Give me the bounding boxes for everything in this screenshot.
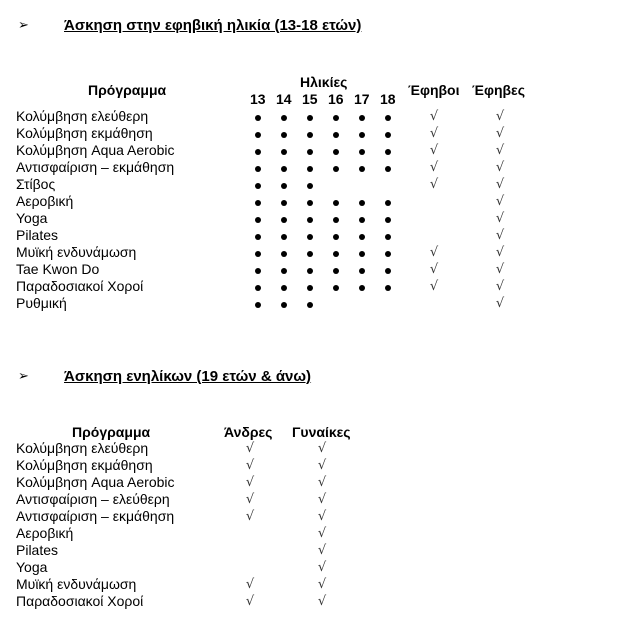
program-name: Κολύμβηση ελεύθερη (16, 440, 149, 456)
girls-check-icon: √ (495, 177, 505, 192)
men-check-icon: √ (245, 492, 255, 507)
age-14-dot (274, 142, 294, 159)
dot-icon (333, 132, 339, 138)
dot-icon (385, 234, 391, 240)
dot-icon (385, 149, 391, 155)
dot-icon (281, 166, 287, 172)
age-15-dot (300, 244, 320, 261)
dot-icon (281, 268, 287, 274)
age-18-dot (378, 108, 398, 125)
age-header-18: 18 (380, 91, 396, 107)
age-17-dot (352, 108, 372, 125)
age-18-dot (378, 159, 398, 176)
dot-icon (333, 200, 339, 206)
age-14-dot (274, 227, 294, 244)
women-check-icon: √ (317, 577, 327, 592)
boys-check-icon: √ (429, 160, 439, 175)
program-name: Tae Kwon Do (16, 261, 100, 277)
program-name: Παραδοσιακοί Χοροί (16, 278, 144, 294)
dot-icon (307, 234, 313, 240)
men-header: Άνδρες (224, 424, 273, 440)
dot-icon (385, 115, 391, 121)
men-check-icon: √ (245, 475, 255, 490)
age-13-dot (248, 278, 268, 295)
age-15-dot (300, 278, 320, 295)
age-15-dot (300, 261, 320, 278)
age-14-dot (274, 210, 294, 227)
girls-check-icon: √ (495, 262, 505, 277)
age-13-dot (248, 210, 268, 227)
dot-icon (281, 285, 287, 291)
age-16-dot (326, 159, 346, 176)
women-check-icon: √ (317, 594, 327, 609)
dot-icon (359, 234, 365, 240)
dot-icon (359, 149, 365, 155)
girls-check-icon: √ (495, 228, 505, 243)
girls-check-icon: √ (495, 194, 505, 209)
program-name: Pilates (16, 227, 59, 243)
boys-header: Έφηβοι (408, 82, 460, 98)
age-16-dot (326, 193, 346, 210)
age-14-dot (274, 244, 294, 261)
age-16-dot (326, 278, 346, 295)
dot-icon (307, 268, 313, 274)
age-15-dot (300, 108, 320, 125)
age-14-dot (274, 261, 294, 278)
men-check-icon: √ (245, 577, 255, 592)
dot-icon (281, 149, 287, 155)
dot-icon (333, 166, 339, 172)
age-13-dot (248, 142, 268, 159)
age-16-dot (326, 227, 346, 244)
arrow-bullet-icon: ➢ (18, 17, 29, 32)
women-check-icon: √ (317, 492, 327, 507)
women-check-icon: √ (317, 441, 327, 456)
age-15-dot (300, 176, 320, 193)
program-name: Ρυθμική (16, 295, 67, 311)
dot-icon (307, 251, 313, 257)
dot-icon (281, 302, 287, 308)
women-check-icon: √ (317, 543, 327, 558)
teen-program-header: Πρόγραμμα (88, 82, 167, 98)
ages-header: Ηλικίες (300, 74, 348, 90)
dot-icon (359, 132, 365, 138)
age-header-17: 17 (354, 91, 370, 107)
dot-icon (255, 132, 261, 138)
dot-icon (307, 285, 313, 291)
age-16-dot (326, 261, 346, 278)
women-check-icon: √ (317, 458, 327, 473)
dot-icon (307, 132, 313, 138)
dot-icon (385, 268, 391, 274)
program-name: Κολύμβηση εκμάθηση (16, 125, 153, 141)
program-name: Αεροβική (16, 525, 74, 541)
boys-check-icon: √ (429, 245, 439, 260)
dot-icon (385, 285, 391, 291)
age-17-dot (352, 227, 372, 244)
age-17-dot (352, 210, 372, 227)
age-header-15: 15 (302, 91, 318, 107)
age-14-dot (274, 159, 294, 176)
age-13-dot (248, 159, 268, 176)
dot-icon (385, 166, 391, 172)
section-teen-title: Άσκηση στην εφηβική ηλικία (13-18 ετών) (64, 17, 362, 34)
age-16-dot (326, 125, 346, 142)
dot-icon (385, 217, 391, 223)
program-name: Αεροβική (16, 193, 74, 209)
dot-icon (307, 200, 313, 206)
program-name: Μυϊκή ενδυνάμωση (16, 244, 137, 260)
dot-icon (359, 166, 365, 172)
age-13-dot (248, 193, 268, 210)
age-13-dot (248, 176, 268, 193)
dot-icon (333, 149, 339, 155)
age-13-dot (248, 244, 268, 261)
age-13-dot (248, 261, 268, 278)
age-16-dot (326, 244, 346, 261)
dot-icon (255, 183, 261, 189)
dot-icon (307, 166, 313, 172)
dot-icon (359, 217, 365, 223)
dot-icon (307, 217, 313, 223)
age-16-dot (326, 108, 346, 125)
program-name: Αντισφαίριση – ελεύθερη (16, 491, 170, 507)
men-check-icon: √ (245, 594, 255, 609)
girls-check-icon: √ (495, 245, 505, 260)
age-13-dot (248, 108, 268, 125)
dot-icon (255, 217, 261, 223)
girls-check-icon: √ (495, 109, 505, 124)
dot-icon (385, 251, 391, 257)
program-name: Yoga (16, 559, 48, 575)
program-name: Μυϊκή ενδυνάμωση (16, 576, 137, 592)
age-header-14: 14 (276, 91, 292, 107)
girls-check-icon: √ (495, 296, 505, 311)
age-15-dot (300, 159, 320, 176)
age-14-dot (274, 295, 294, 312)
section-adult-title: Άσκηση ενηλίκων (19 ετών & άνω) (64, 368, 312, 385)
dot-icon (333, 217, 339, 223)
women-header: Γυναίκες (292, 424, 351, 440)
women-check-icon: √ (317, 475, 327, 490)
men-check-icon: √ (245, 441, 255, 456)
age-15-dot (300, 227, 320, 244)
age-16-dot (326, 210, 346, 227)
age-13-dot (248, 125, 268, 142)
age-15-dot (300, 193, 320, 210)
dot-icon (385, 200, 391, 206)
program-name: Κολύμβηση Aqua Aerobic (16, 142, 175, 158)
dot-icon (255, 200, 261, 206)
dot-icon (307, 183, 313, 189)
girls-header: Έφηβες (472, 82, 525, 98)
age-17-dot (352, 244, 372, 261)
dot-icon (333, 234, 339, 240)
girls-check-icon: √ (495, 279, 505, 294)
dot-icon (255, 268, 261, 274)
women-check-icon: √ (317, 526, 327, 541)
boys-check-icon: √ (429, 177, 439, 192)
program-name: Στίβος (16, 176, 56, 192)
girls-check-icon: √ (495, 143, 505, 158)
dot-icon (255, 285, 261, 291)
program-name: Κολύμβηση Aqua Aerobic (16, 474, 175, 490)
adult-program-header: Πρόγραμμα (72, 424, 151, 440)
dot-icon (359, 251, 365, 257)
girls-check-icon: √ (495, 126, 505, 141)
age-14-dot (274, 278, 294, 295)
age-17-dot (352, 159, 372, 176)
dot-icon (333, 268, 339, 274)
dot-icon (359, 285, 365, 291)
age-14-dot (274, 108, 294, 125)
age-18-dot (378, 142, 398, 159)
dot-icon (307, 302, 313, 308)
dot-icon (333, 115, 339, 121)
dot-icon (281, 234, 287, 240)
dot-icon (359, 200, 365, 206)
age-15-dot (300, 295, 320, 312)
dot-icon (281, 200, 287, 206)
age-14-dot (274, 125, 294, 142)
age-17-dot (352, 125, 372, 142)
dot-icon (255, 115, 261, 121)
dot-icon (385, 132, 391, 138)
dot-icon (255, 166, 261, 172)
age-header-13: 13 (250, 91, 266, 107)
age-16-dot (326, 142, 346, 159)
age-18-dot (378, 210, 398, 227)
age-15-dot (300, 210, 320, 227)
dot-icon (281, 183, 287, 189)
men-check-icon: √ (245, 458, 255, 473)
age-17-dot (352, 278, 372, 295)
program-name: Κολύμβηση ελεύθερη (16, 108, 149, 124)
dot-icon (333, 285, 339, 291)
dot-icon (307, 149, 313, 155)
girls-check-icon: √ (495, 160, 505, 175)
program-name: Κολύμβηση εκμάθηση (16, 457, 153, 473)
age-17-dot (352, 193, 372, 210)
dot-icon (255, 234, 261, 240)
boys-check-icon: √ (429, 109, 439, 124)
dot-icon (255, 251, 261, 257)
age-18-dot (378, 278, 398, 295)
age-18-dot (378, 227, 398, 244)
dot-icon (281, 132, 287, 138)
boys-check-icon: √ (429, 279, 439, 294)
women-check-icon: √ (317, 509, 327, 524)
boys-check-icon: √ (429, 126, 439, 141)
dot-icon (281, 115, 287, 121)
age-17-dot (352, 261, 372, 278)
girls-check-icon: √ (495, 211, 505, 226)
men-check-icon: √ (245, 509, 255, 524)
age-13-dot (248, 295, 268, 312)
program-name: Yoga (16, 210, 48, 226)
age-13-dot (248, 227, 268, 244)
dot-icon (333, 251, 339, 257)
age-18-dot (378, 244, 398, 261)
arrow-bullet-icon: ➢ (18, 368, 29, 383)
age-14-dot (274, 193, 294, 210)
program-name: Παραδοσιακοί Χοροί (16, 593, 144, 609)
women-check-icon: √ (317, 560, 327, 575)
dot-icon (255, 302, 261, 308)
age-header-16: 16 (328, 91, 344, 107)
age-17-dot (352, 142, 372, 159)
age-15-dot (300, 125, 320, 142)
dot-icon (281, 217, 287, 223)
program-name: Αντισφαίριση – εκμάθηση (16, 159, 175, 175)
program-name: Pilates (16, 542, 59, 558)
age-18-dot (378, 193, 398, 210)
boys-check-icon: √ (429, 262, 439, 277)
age-18-dot (378, 261, 398, 278)
dot-icon (307, 115, 313, 121)
age-15-dot (300, 142, 320, 159)
dot-icon (359, 268, 365, 274)
program-name: Αντισφαίριση – εκμάθηση (16, 508, 175, 524)
dot-icon (359, 115, 365, 121)
dot-icon (281, 251, 287, 257)
boys-check-icon: √ (429, 143, 439, 158)
age-18-dot (378, 125, 398, 142)
dot-icon (255, 149, 261, 155)
age-14-dot (274, 176, 294, 193)
